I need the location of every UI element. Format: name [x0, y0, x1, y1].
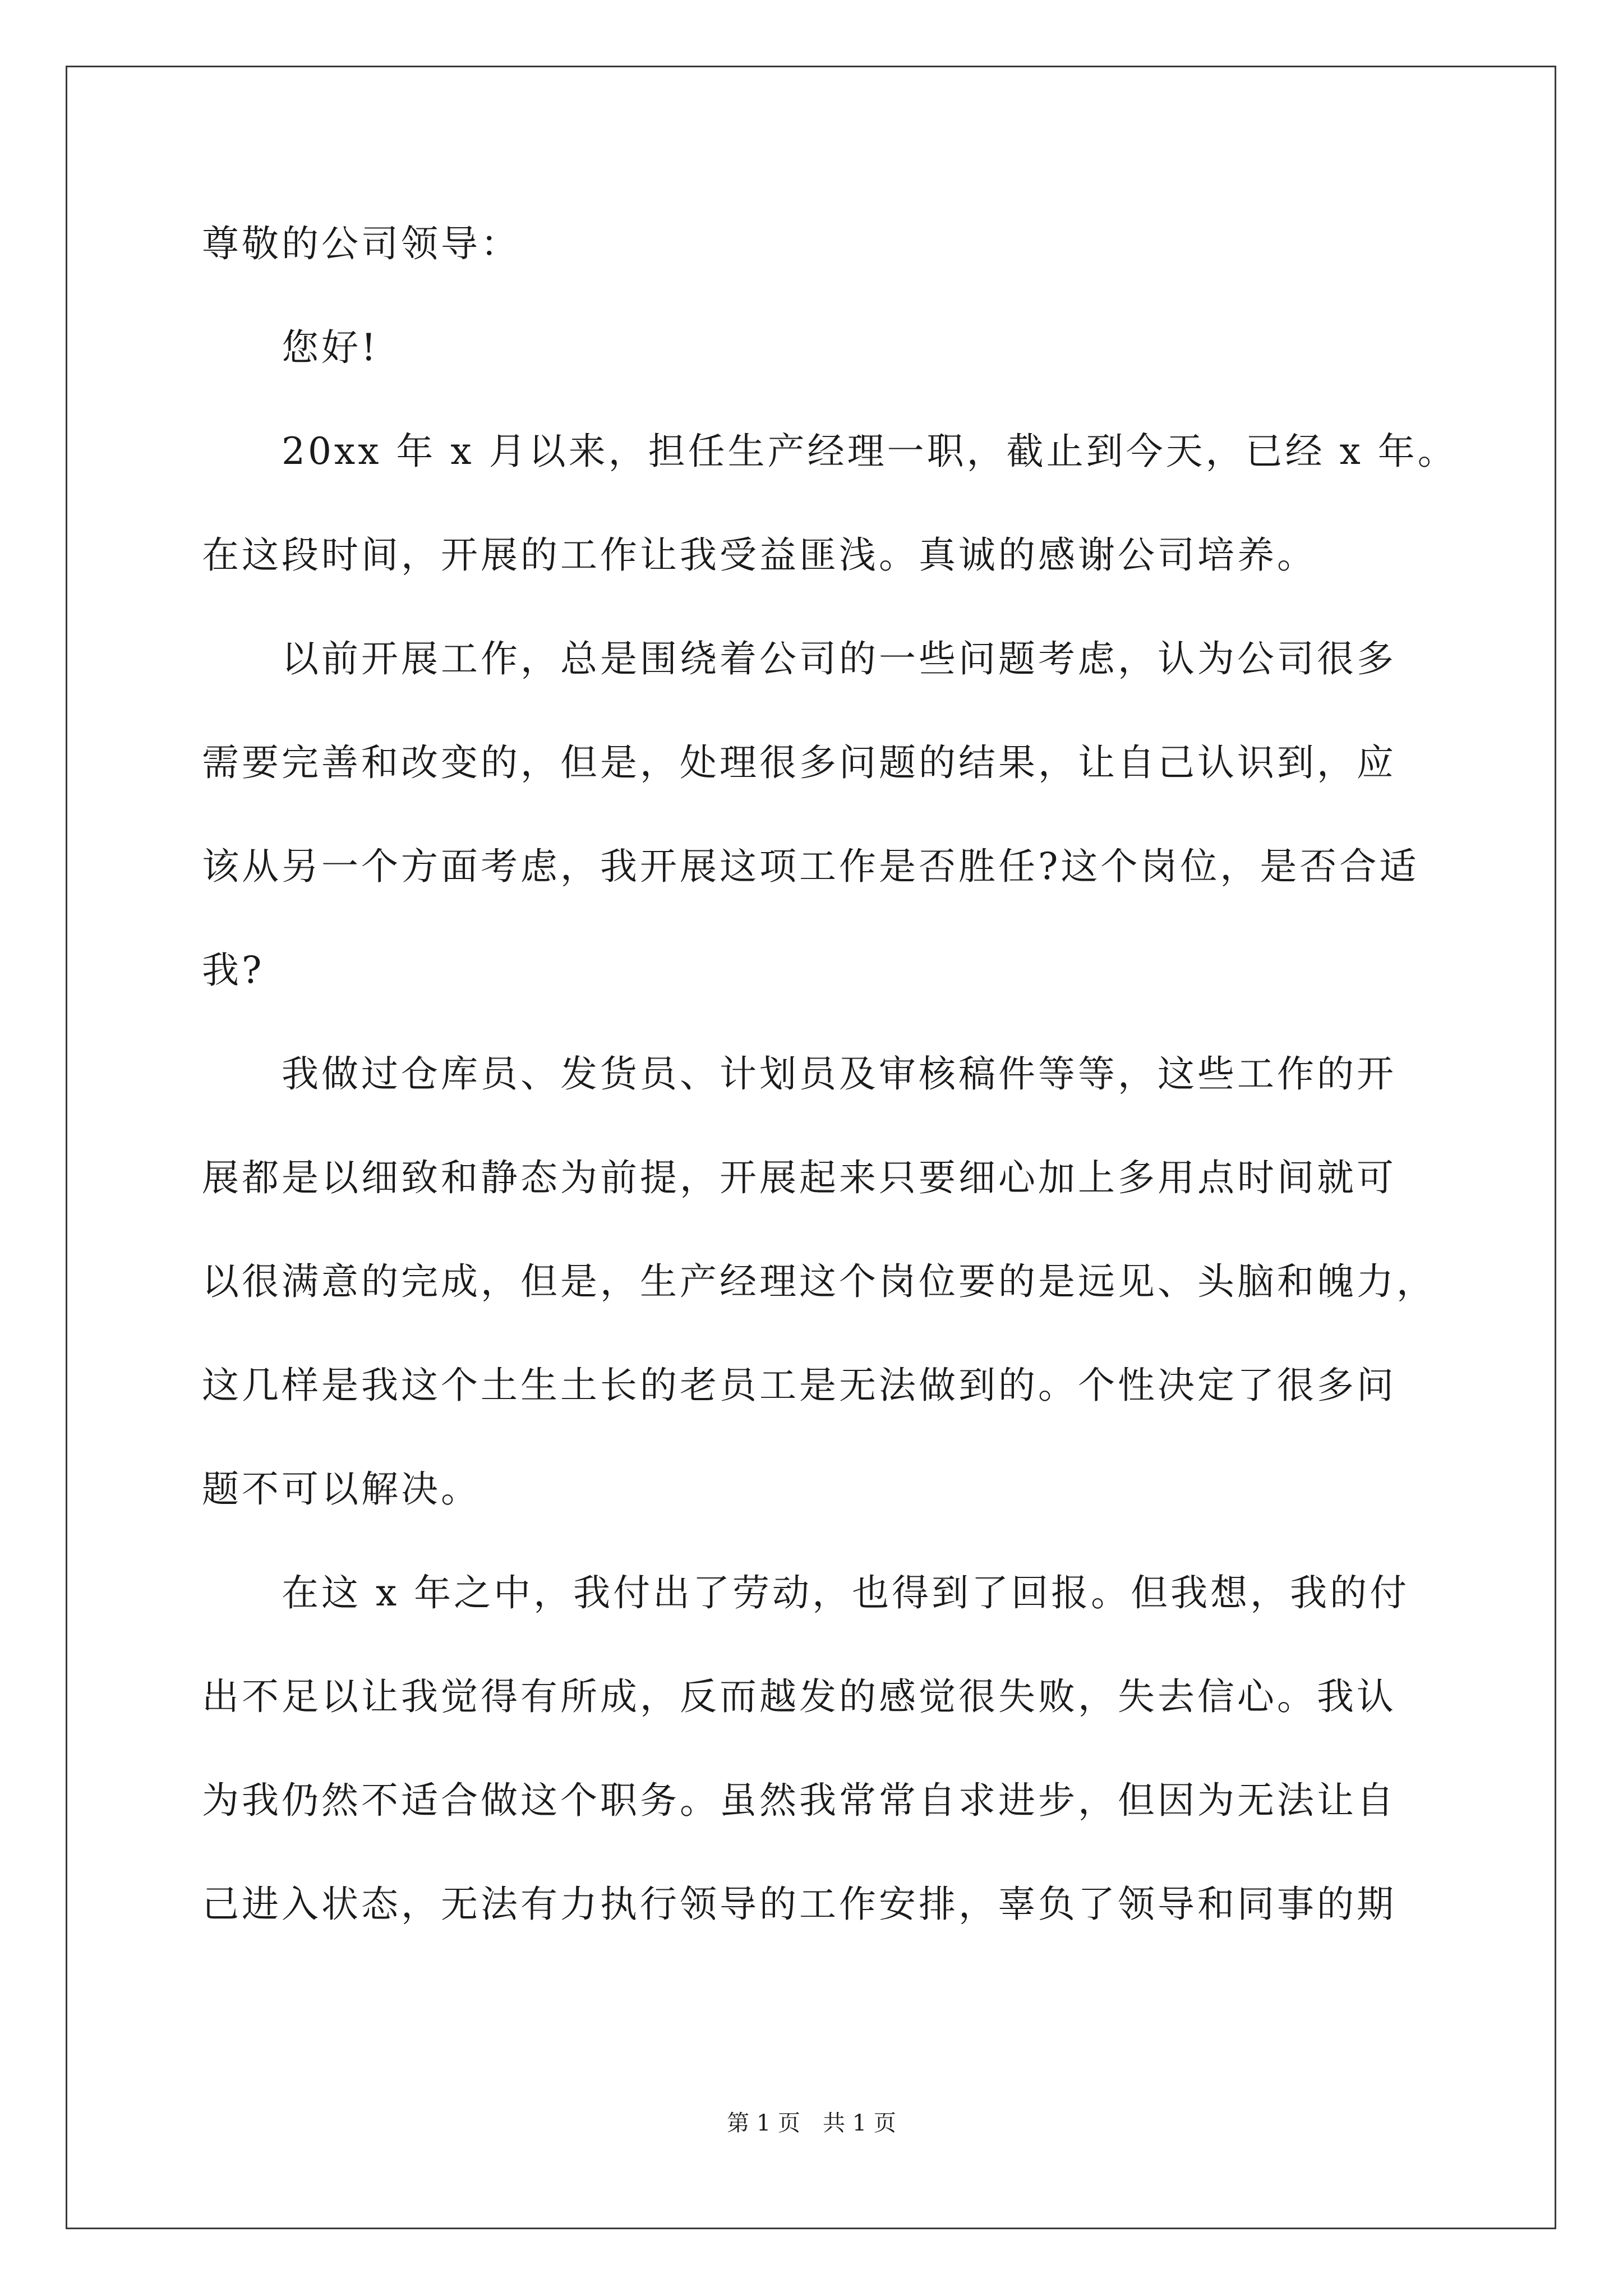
paragraph-2-line-4: 我? — [202, 949, 265, 992]
paragraph-1-line-1: 20xx 年 x 月以来，担任生产经理一职，截止到今天，已经 x 年。 — [282, 430, 1458, 473]
salutation-line: 尊敬的公司领导： — [202, 222, 520, 265]
paragraph-2-line-3: 该从另一个方面考虑，我开展这项工作是否胜任?这个岗位，是否合适 — [202, 845, 1419, 888]
page-footer — [0, 2106, 1623, 2140]
page-number: 第 1 页 — [727, 2110, 800, 2136]
paragraph-4-line-4: 己进入状态，无法有力执行领导的工作安排，辜负了领导和同事的期 — [202, 1883, 1396, 1926]
paragraph-3-line-4: 这几样是我这个土生土长的老员工是无法做到的。个性决定了很多问 — [202, 1364, 1396, 1407]
paragraph-2-line-2: 需要完善和改变的，但是，处理很多问题的结果，让自己认识到，应 — [202, 741, 1396, 784]
paragraph-2-line-1: 以前开展工作，总是围绕着公司的一些问题考虑，认为公司很多 — [282, 637, 1396, 680]
paragraph-3-line-2: 展都是以细致和静态为前提，开展起来只要细心加上多用点时间就可 — [202, 1156, 1396, 1199]
paragraph-3-line-3: 以很满意的完成，但是，生产经理这个岗位要的是远见、头脑和魄力， — [202, 1260, 1436, 1303]
greeting-line: 您好! — [282, 326, 379, 369]
paragraph-4-line-3: 为我仍然不适合做这个职务。虽然我常常自求进步，但因为无法让自 — [202, 1779, 1396, 1822]
paragraph-1-line-2: 在这段时间，开展的工作让我受益匪浅。真诚的感谢公司培养。 — [202, 533, 1317, 577]
paragraph-4-line-1: 在这 x 年之中，我付出了劳动，也得到了回报。但我想，我的付 — [282, 1571, 1410, 1614]
paragraph-3-line-1: 我做过仓库员、发货员、计划员及审核稿件等等，这些工作的开 — [282, 1052, 1396, 1096]
page-total: 共 1 页 — [823, 2110, 896, 2136]
paragraph-4-line-2: 出不足以让我觉得有所成，反而越发的感觉很失败，失去信心。我认 — [202, 1675, 1396, 1718]
paragraph-3-line-5: 题不可以解决。 — [202, 1467, 481, 1511]
